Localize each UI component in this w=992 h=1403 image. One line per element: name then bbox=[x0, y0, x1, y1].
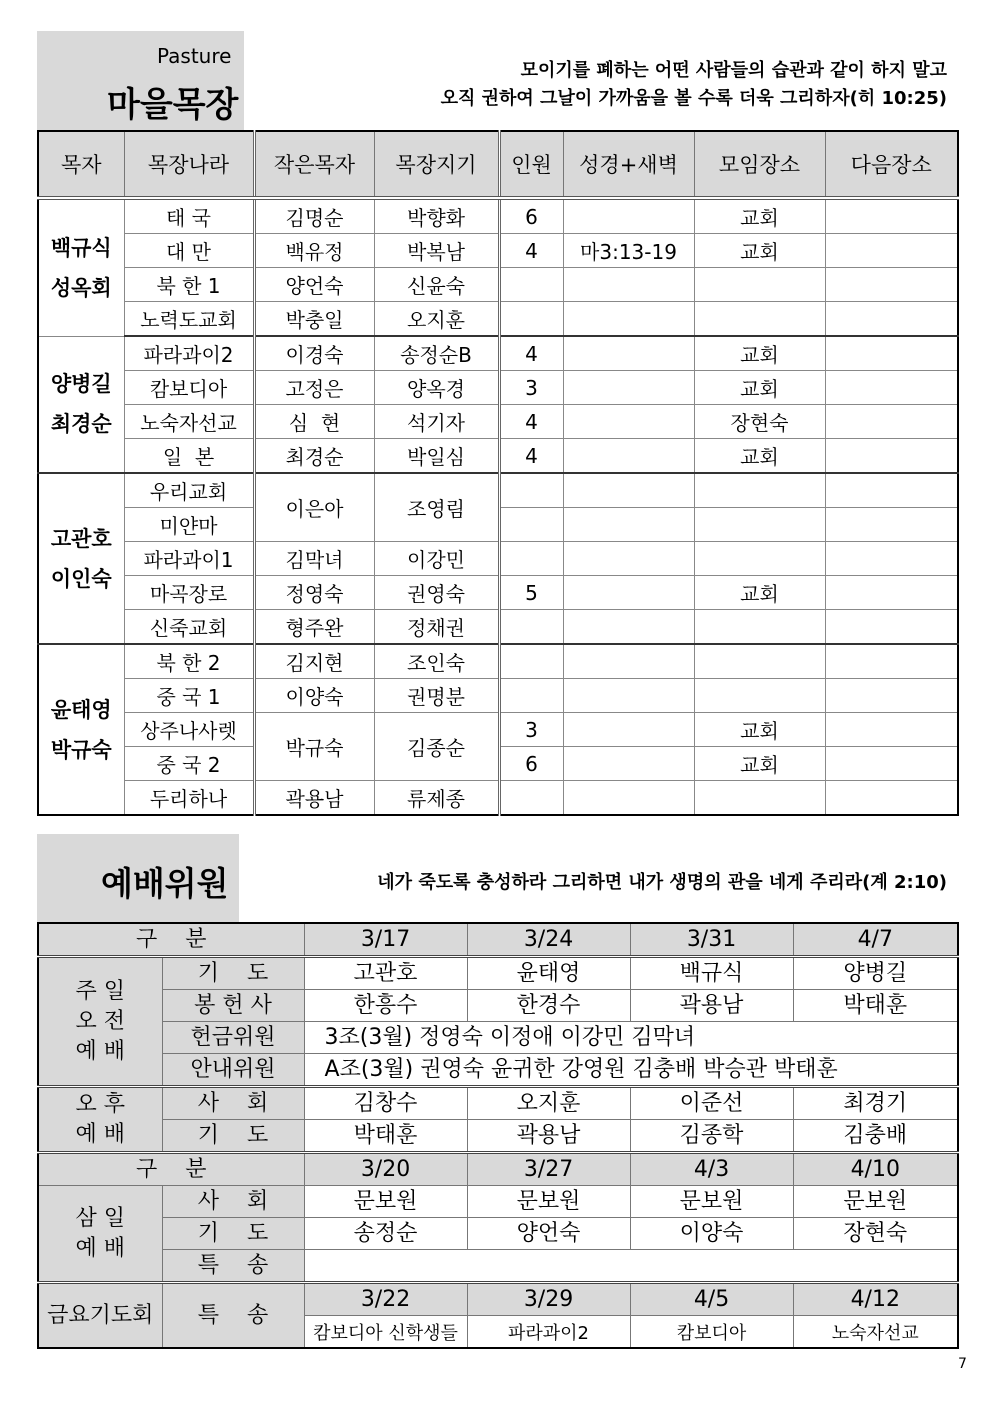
next-cell bbox=[825, 371, 958, 405]
count-cell: 4 bbox=[499, 439, 563, 474]
table-row bbox=[38, 1218, 958, 1250]
table-row bbox=[38, 990, 958, 1022]
pastor-name: 양병길 bbox=[50, 372, 112, 397]
keeper-cell: 정채권 bbox=[374, 610, 499, 645]
bible-cell bbox=[563, 439, 694, 474]
country-cell: 신죽교회 bbox=[124, 610, 254, 645]
count-cell bbox=[499, 781, 563, 816]
country-cell: 대 만 bbox=[124, 234, 254, 268]
pastor-cell bbox=[38, 336, 124, 473]
count-cell bbox=[499, 679, 563, 713]
count-cell: 5 bbox=[499, 576, 563, 610]
page-number: 7 bbox=[958, 1356, 967, 1372]
host-label: 사 회 bbox=[162, 1186, 304, 1218]
pastor-cell bbox=[38, 644, 124, 815]
section1-eng-title: Pasture bbox=[157, 44, 232, 68]
date-cell: 3/20 bbox=[304, 1153, 467, 1186]
table-row bbox=[38, 1022, 958, 1054]
next-cell bbox=[825, 610, 958, 645]
country-cell: 마곡장로 bbox=[124, 576, 254, 610]
pastor-name: 최경순 bbox=[50, 412, 112, 437]
prayer-label: 기 도 bbox=[162, 1218, 304, 1250]
keeper-cell: 류제종 bbox=[374, 781, 499, 816]
next-cell bbox=[825, 576, 958, 610]
count-cell bbox=[499, 268, 563, 302]
table-row bbox=[38, 1250, 958, 1283]
table-row bbox=[38, 302, 958, 337]
bible-cell bbox=[563, 336, 694, 371]
bible-cell bbox=[563, 405, 694, 439]
next-cell bbox=[825, 473, 958, 508]
count-cell: 3 bbox=[499, 713, 563, 747]
place-cell: 장현숙 bbox=[694, 405, 825, 439]
col-header: 다음장소 bbox=[825, 131, 958, 198]
pastor-name: 박규숙 bbox=[50, 737, 112, 762]
next-cell bbox=[825, 747, 958, 781]
pasture-header-row bbox=[38, 131, 958, 198]
country-cell: 노숙자선교 bbox=[124, 405, 254, 439]
table-row bbox=[38, 439, 958, 474]
country-cell: 상주나사렛 bbox=[124, 713, 254, 747]
bible-cell bbox=[563, 473, 694, 508]
place-cell: 교회 bbox=[694, 439, 825, 474]
name-cell: 박태훈 bbox=[793, 990, 958, 1022]
date-cell: 3/17 bbox=[304, 923, 467, 957]
next-cell bbox=[825, 234, 958, 268]
count-cell bbox=[499, 302, 563, 337]
next-cell bbox=[825, 405, 958, 439]
special-cell: 노숙자선교 bbox=[793, 1316, 958, 1349]
country-cell: 태 국 bbox=[124, 198, 254, 234]
bible-cell bbox=[563, 371, 694, 405]
prayer-label: 기 도 bbox=[162, 957, 304, 990]
col-header: 목장지기 bbox=[374, 131, 499, 198]
count-cell: 3 bbox=[499, 371, 563, 405]
small-pastor-cell: 박규숙 bbox=[254, 713, 374, 781]
label-line: 오 전 bbox=[75, 1008, 125, 1034]
place-cell: 교회 bbox=[694, 576, 825, 610]
count-cell: 4 bbox=[499, 336, 563, 371]
pasture-table bbox=[37, 130, 959, 816]
next-cell bbox=[825, 268, 958, 302]
prayer-label: 기 도 bbox=[162, 1120, 304, 1153]
name-cell: 문보원 bbox=[793, 1186, 958, 1218]
keeper-cell: 석기자 bbox=[374, 405, 499, 439]
special-empty bbox=[304, 1250, 958, 1283]
table-row bbox=[38, 542, 958, 576]
table-row bbox=[38, 268, 958, 302]
bible-cell bbox=[563, 781, 694, 816]
small-pastor-cell: 심 현 bbox=[254, 405, 374, 439]
name-cell: 한경수 bbox=[467, 990, 630, 1022]
keeper-cell: 오지훈 bbox=[374, 302, 499, 337]
col-header: 인원 bbox=[499, 131, 563, 198]
section2-title: 예배위원 bbox=[101, 864, 229, 903]
small-pastor-cell: 박충일 bbox=[254, 302, 374, 337]
place-cell: 교회 bbox=[694, 198, 825, 234]
date-cell: 4/7 bbox=[793, 923, 958, 957]
label-line: 삼 일 bbox=[75, 1205, 125, 1231]
offering-label: 봉 헌 사 bbox=[162, 990, 304, 1022]
label-line: 오 후 bbox=[75, 1091, 125, 1117]
keeper-cell: 김종순 bbox=[374, 713, 499, 781]
country-cell: 일 본 bbox=[124, 439, 254, 474]
section2-verse-box bbox=[239, 834, 957, 922]
place-cell bbox=[694, 302, 825, 337]
place-cell: 교회 bbox=[694, 336, 825, 371]
next-cell bbox=[825, 542, 958, 576]
name-cell: 윤태영 bbox=[467, 957, 630, 990]
small-pastor-cell: 고정은 bbox=[254, 371, 374, 405]
special-cell: 캄보디아 bbox=[630, 1316, 793, 1349]
label-line: 예 배 bbox=[75, 1038, 125, 1064]
place-cell: 교회 bbox=[694, 713, 825, 747]
next-cell bbox=[825, 679, 958, 713]
pastor-name: 성옥회 bbox=[50, 275, 112, 300]
table-row bbox=[38, 1054, 958, 1087]
name-cell: 장현숙 bbox=[793, 1218, 958, 1250]
col-header: 모임장소 bbox=[694, 131, 825, 198]
wed-label bbox=[38, 1186, 162, 1283]
country-cell: 미얀마 bbox=[124, 508, 254, 542]
next-cell bbox=[825, 439, 958, 474]
next-cell bbox=[825, 336, 958, 371]
country-cell: 중 국 2 bbox=[124, 747, 254, 781]
keeper-cell: 조인숙 bbox=[374, 644, 499, 679]
pastor-cell bbox=[38, 198, 124, 336]
table-row bbox=[38, 576, 958, 610]
place-cell bbox=[694, 644, 825, 679]
name-cell: 곽용남 bbox=[630, 990, 793, 1022]
col-header: 성경+새벽 bbox=[563, 131, 694, 198]
next-cell bbox=[825, 198, 958, 234]
date-cell: 3/24 bbox=[467, 923, 630, 957]
small-pastor-cell: 정영숙 bbox=[254, 576, 374, 610]
keeper-cell: 신윤숙 bbox=[374, 268, 499, 302]
count-cell bbox=[499, 644, 563, 679]
table-row bbox=[38, 234, 958, 268]
gubun-label: 구 분 bbox=[38, 1153, 304, 1186]
section2-header bbox=[37, 834, 957, 922]
place-cell bbox=[694, 542, 825, 576]
next-cell bbox=[825, 781, 958, 816]
country-cell: 캄보디아 bbox=[124, 371, 254, 405]
pastor-name: 고관호 bbox=[50, 526, 112, 551]
date-cell: 3/31 bbox=[630, 923, 793, 957]
bible-cell bbox=[563, 542, 694, 576]
country-cell: 북 한 1 bbox=[124, 268, 254, 302]
pastor-cell bbox=[38, 473, 124, 644]
bible-cell bbox=[563, 644, 694, 679]
col-header: 작은목자 bbox=[254, 131, 374, 198]
col-header: 목장나라 bbox=[124, 131, 254, 198]
place-cell: 교회 bbox=[694, 747, 825, 781]
place-cell: 교회 bbox=[694, 371, 825, 405]
keeper-cell: 박복남 bbox=[374, 234, 499, 268]
small-pastor-cell: 김명순 bbox=[254, 198, 374, 234]
country-cell: 두리하나 bbox=[124, 781, 254, 816]
small-pastor-cell: 김지현 bbox=[254, 644, 374, 679]
next-cell bbox=[825, 302, 958, 337]
place-cell: 교회 bbox=[694, 234, 825, 268]
host-label: 사 회 bbox=[162, 1087, 304, 1120]
small-pastor-cell: 이경숙 bbox=[254, 336, 374, 371]
country-cell: 중 국 1 bbox=[124, 679, 254, 713]
small-pastor-cell: 백유정 bbox=[254, 234, 374, 268]
collection-members: 3조(3월) 정영숙 이정애 이강민 김막녀 bbox=[304, 1022, 958, 1054]
name-cell: 양언숙 bbox=[467, 1218, 630, 1250]
pastor-name: 백규식 bbox=[50, 235, 112, 260]
name-cell: 김충배 bbox=[793, 1120, 958, 1153]
count-cell bbox=[499, 473, 563, 508]
place-cell bbox=[694, 473, 825, 508]
place-cell bbox=[694, 781, 825, 816]
special-label: 특 송 bbox=[162, 1283, 304, 1349]
name-cell: 오지훈 bbox=[467, 1087, 630, 1120]
gubun-label: 구 분 bbox=[38, 923, 304, 957]
section2-verse: 네가 죽도록 충성하라 그리하면 내가 생명의 관을 네게 주리라(계 2:10) bbox=[377, 872, 947, 893]
name-cell: 양병길 bbox=[793, 957, 958, 990]
name-cell: 이양숙 bbox=[630, 1218, 793, 1250]
table-row bbox=[38, 957, 958, 990]
keeper-cell: 조영림 bbox=[374, 473, 499, 542]
keeper-cell: 권명분 bbox=[374, 679, 499, 713]
name-cell: 송정순 bbox=[304, 1218, 467, 1250]
name-cell: 한흥수 bbox=[304, 990, 467, 1022]
table-row bbox=[38, 198, 958, 234]
date-cell: 4/10 bbox=[793, 1153, 958, 1186]
bible-cell bbox=[563, 508, 694, 542]
name-cell: 곽용남 bbox=[467, 1120, 630, 1153]
small-pastor-cell: 최경순 bbox=[254, 439, 374, 474]
section1-title: 마을목장 bbox=[107, 85, 239, 125]
country-cell: 파라과이2 bbox=[124, 336, 254, 371]
count-cell: 4 bbox=[499, 405, 563, 439]
pastor-name: 이인숙 bbox=[50, 566, 112, 591]
table-row bbox=[38, 336, 958, 371]
bible-cell bbox=[563, 302, 694, 337]
count-cell bbox=[499, 610, 563, 645]
sunday-pm-label bbox=[38, 1087, 162, 1153]
count-cell: 6 bbox=[499, 747, 563, 781]
bible-cell bbox=[563, 576, 694, 610]
small-pastor-cell: 형주완 bbox=[254, 610, 374, 645]
date-cell: 3/22 bbox=[304, 1283, 467, 1316]
worship-table bbox=[37, 922, 959, 1349]
label-line: 예 배 bbox=[75, 1121, 125, 1147]
name-cell: 최경기 bbox=[793, 1087, 958, 1120]
place-cell bbox=[694, 679, 825, 713]
bible-cell bbox=[563, 198, 694, 234]
place-cell bbox=[694, 268, 825, 302]
usher-members: A조(3월) 권영숙 윤귀한 강영원 김충배 박승관 박태훈 bbox=[304, 1054, 958, 1087]
keeper-cell: 박일심 bbox=[374, 439, 499, 474]
bible-cell bbox=[563, 679, 694, 713]
name-cell: 문보원 bbox=[304, 1186, 467, 1218]
section1-header bbox=[37, 31, 957, 130]
sunday-date-row bbox=[38, 923, 958, 957]
table-row bbox=[38, 405, 958, 439]
special-cell: 캄보디아 신학생들 bbox=[304, 1316, 467, 1349]
table-row bbox=[38, 610, 958, 645]
bible-cell bbox=[563, 747, 694, 781]
next-cell bbox=[825, 644, 958, 679]
name-cell: 김종학 bbox=[630, 1120, 793, 1153]
country-cell: 북 한 2 bbox=[124, 644, 254, 679]
wed-date-row bbox=[38, 1153, 958, 1186]
name-cell: 이준선 bbox=[630, 1087, 793, 1120]
sunday-am-label bbox=[38, 957, 162, 1087]
keeper-cell: 권영숙 bbox=[374, 576, 499, 610]
label-line: 예 배 bbox=[75, 1235, 125, 1261]
pastor-name: 윤태영 bbox=[50, 697, 112, 722]
keeper-cell: 송정순B bbox=[374, 336, 499, 371]
place-cell bbox=[694, 508, 825, 542]
keeper-cell: 이강민 bbox=[374, 542, 499, 576]
name-cell: 백규식 bbox=[630, 957, 793, 990]
next-cell bbox=[825, 508, 958, 542]
table-row bbox=[38, 679, 958, 713]
date-cell: 3/27 bbox=[467, 1153, 630, 1186]
special-cell: 파라과이2 bbox=[467, 1316, 630, 1349]
place-cell bbox=[694, 610, 825, 645]
country-cell: 노력도교회 bbox=[124, 302, 254, 337]
table-row bbox=[38, 1186, 958, 1218]
special-label: 특 송 bbox=[162, 1250, 304, 1283]
collection-label: 헌금위원 bbox=[162, 1022, 304, 1054]
name-cell: 김창수 bbox=[304, 1087, 467, 1120]
next-cell bbox=[825, 713, 958, 747]
bible-cell bbox=[563, 713, 694, 747]
usher-label: 안내위원 bbox=[162, 1054, 304, 1087]
table-row bbox=[38, 1120, 958, 1153]
country-cell: 파라과이1 bbox=[124, 542, 254, 576]
small-pastor-cell: 이은아 bbox=[254, 473, 374, 542]
date-cell: 4/3 bbox=[630, 1153, 793, 1186]
friday-label: 금요기도회 bbox=[38, 1283, 162, 1349]
keeper-cell: 양옥경 bbox=[374, 371, 499, 405]
small-pastor-cell: 이양숙 bbox=[254, 679, 374, 713]
keeper-cell: 박향화 bbox=[374, 198, 499, 234]
count-cell: 4 bbox=[499, 234, 563, 268]
count-cell bbox=[499, 508, 563, 542]
section1-verse bbox=[244, 31, 957, 130]
date-cell: 4/12 bbox=[793, 1283, 958, 1316]
col-header: 목자 bbox=[38, 131, 124, 198]
table-row bbox=[38, 371, 958, 405]
bible-cell: 마3:13-19 bbox=[563, 234, 694, 268]
count-cell: 6 bbox=[499, 198, 563, 234]
table-row bbox=[38, 473, 958, 508]
small-pastor-cell: 김막녀 bbox=[254, 542, 374, 576]
name-cell: 문보원 bbox=[630, 1186, 793, 1218]
label-line: 주 일 bbox=[75, 978, 125, 1004]
verse-line-2: 오직 권하여 그날이 가까움을 볼 수록 더욱 그리하자(히 10:25) bbox=[440, 88, 947, 109]
country-cell: 우리교회 bbox=[124, 473, 254, 508]
name-cell: 고관호 bbox=[304, 957, 467, 990]
date-cell: 3/29 bbox=[467, 1283, 630, 1316]
verse-line-1: 모이기를 폐하는 어떤 사람들의 습관과 같이 하지 말고 bbox=[520, 60, 947, 81]
date-cell: 4/5 bbox=[630, 1283, 793, 1316]
small-pastor-cell: 양언숙 bbox=[254, 268, 374, 302]
table-row bbox=[38, 644, 958, 679]
table-row bbox=[38, 1087, 958, 1120]
small-pastor-cell: 곽용남 bbox=[254, 781, 374, 816]
table-row bbox=[38, 713, 958, 747]
friday-date-row bbox=[38, 1283, 958, 1316]
count-cell bbox=[499, 542, 563, 576]
name-cell: 박태훈 bbox=[304, 1120, 467, 1153]
bible-cell bbox=[563, 268, 694, 302]
table-row bbox=[38, 781, 958, 816]
bible-cell bbox=[563, 610, 694, 645]
name-cell: 문보원 bbox=[467, 1186, 630, 1218]
